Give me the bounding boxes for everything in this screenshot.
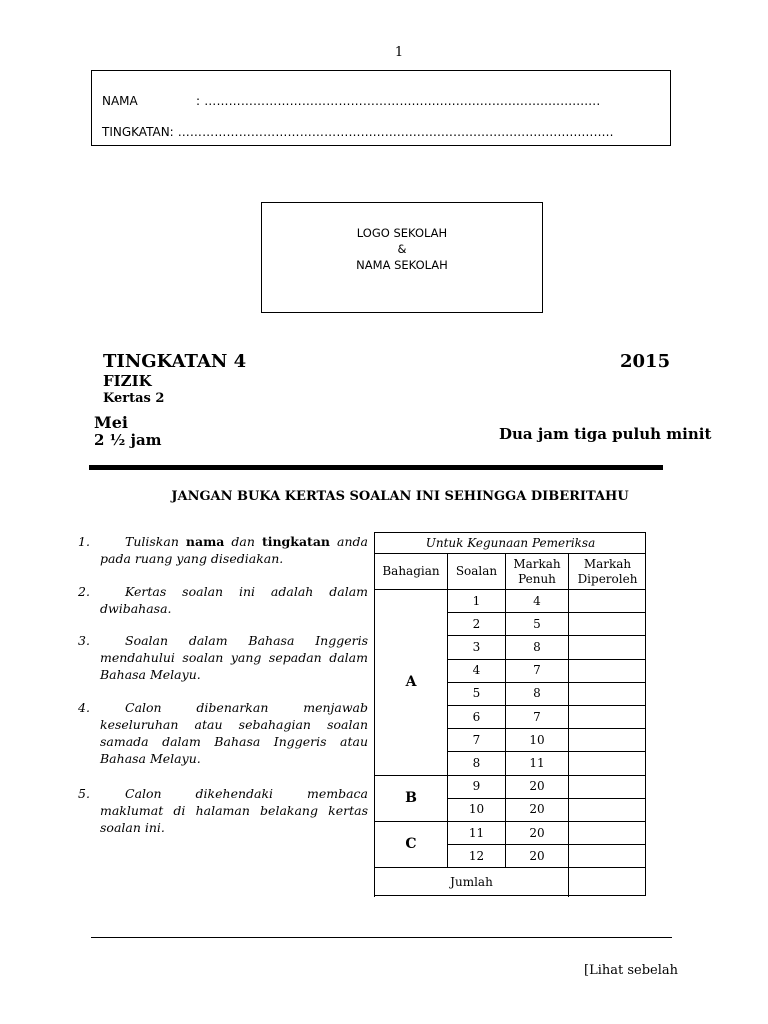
- instruction-text-part: anda pada ruang yang disediakan.: [100, 534, 368, 566]
- school-logo-box: [261, 202, 543, 313]
- exam-month: Mei: [94, 413, 128, 432]
- full-marks: 8: [505, 682, 568, 705]
- question-number: 11: [447, 821, 505, 844]
- marks-obtained-cell: [568, 635, 646, 658]
- full-marks: 7: [505, 705, 568, 728]
- instruction-number: 4.: [78, 700, 90, 715]
- name-field-row: [102, 94, 600, 108]
- instruction-text: [100, 785, 368, 836]
- name-fill-line: : ……………………………………………...............................................: [196, 94, 601, 108]
- instruction-item: [78, 583, 368, 617]
- marks-obtained-cell: [568, 844, 646, 867]
- header-marks-obtained: Markah Diperoleh: [568, 553, 646, 589]
- marks-obtained-cell: [568, 821, 646, 844]
- question-number: 4: [447, 659, 505, 682]
- marks-obtained-cell: [568, 612, 646, 635]
- exam-paper: Kertas 2: [103, 391, 165, 406]
- section-label: B: [374, 775, 447, 821]
- section-label: A: [374, 589, 447, 775]
- marks-obtained-cell: [568, 682, 646, 705]
- question-number: 1: [447, 589, 505, 612]
- full-marks: 8: [505, 635, 568, 658]
- full-marks: 20: [505, 798, 568, 821]
- question-number: 3: [447, 635, 505, 658]
- marks-obtained-cell: [568, 728, 646, 751]
- question-number: 9: [447, 775, 505, 798]
- logo-box-line-2: &: [397, 242, 407, 256]
- header-full-marks: Markah Penuh: [505, 553, 568, 589]
- instruction-item: [78, 632, 368, 683]
- instruction-text-part: Kertas soalan ini adalah dalam dwibahasa.: [100, 584, 368, 616]
- table-caption: Untuk Kegunaan Pemeriksa: [374, 532, 646, 553]
- instruction-number: 3.: [78, 633, 90, 648]
- instruction-text: [100, 533, 368, 567]
- instruction-text: [100, 699, 368, 767]
- full-marks: 20: [505, 821, 568, 844]
- total-label: Jumlah: [374, 867, 568, 897]
- exam-form-title: TINGKATAN 4: [103, 351, 247, 372]
- see-next-page-note: [Lihat sebelah: [584, 963, 679, 978]
- marks-obtained-cell: [568, 589, 646, 612]
- instruction-item: [78, 699, 368, 767]
- logo-box-line-1: LOGO SEKOLAH: [356, 226, 448, 240]
- instruction-number: 2.: [78, 584, 90, 599]
- question-number: 5: [447, 682, 505, 705]
- instruction-text-part: Tuliskan: [125, 534, 186, 549]
- exam-year: 2015: [620, 351, 671, 372]
- logo-box-line-3: NAMA SEKOLAH: [356, 258, 448, 272]
- question-number: 10: [447, 798, 505, 821]
- header-divider: [89, 465, 663, 470]
- instruction-text: [100, 632, 368, 683]
- exam-subject: FIZIK: [103, 372, 152, 390]
- full-marks: 20: [505, 775, 568, 798]
- examiner-marks-table: [374, 532, 646, 896]
- exam-duration: 2 ½ jam: [94, 431, 162, 449]
- marks-obtained-cell: [568, 798, 646, 821]
- question-number: 8: [447, 751, 505, 774]
- full-marks: 4: [505, 589, 568, 612]
- instruction-emphasis: tingkatan: [261, 534, 331, 549]
- question-number: 7: [447, 728, 505, 751]
- marks-obtained-cell: [568, 775, 646, 798]
- header-section: Bahagian: [374, 553, 447, 589]
- question-number: 2: [447, 612, 505, 635]
- form-label: TINGKATAN:: [102, 125, 174, 139]
- section-label: C: [374, 821, 447, 867]
- header-question: Soalan: [447, 553, 505, 589]
- instruction-text-part: dan: [224, 534, 262, 549]
- instruction-item: [78, 785, 368, 836]
- full-marks: 5: [505, 612, 568, 635]
- full-marks: 7: [505, 659, 568, 682]
- marks-obtained-cell: [568, 659, 646, 682]
- total-marks-cell: [568, 867, 646, 897]
- instruction-number: 1.: [78, 534, 90, 549]
- form-fill-line: ………………………………………...............................................................: [173, 125, 614, 139]
- instruction-text: [100, 583, 368, 617]
- instruction-number: 5.: [78, 786, 90, 801]
- exam-duration-words: Dua jam tiga puluh minit: [499, 425, 712, 443]
- form-field-row: [102, 125, 614, 139]
- question-number: 6: [447, 705, 505, 728]
- marks-obtained-cell: [568, 705, 646, 728]
- page-number: 1: [394, 45, 404, 60]
- instruction-item: [78, 533, 368, 567]
- student-details-box: [91, 70, 671, 146]
- footer-divider: [91, 937, 672, 938]
- full-marks: 20: [505, 844, 568, 867]
- marks-obtained-cell: [568, 751, 646, 774]
- full-marks: 10: [505, 728, 568, 751]
- instruction-text-part: Soalan dalam Bahasa Inggeris mendahului soalan yang sepadan dalam Bahasa Melayu.: [100, 633, 368, 682]
- instruction-text-part: Calon dibenarkan menjawab keseluruhan atau sebahagian soalan samada dalam Bahasa Inggeris atau Bahasa Melayu.: [100, 700, 368, 766]
- name-label: NAMA: [102, 94, 138, 108]
- instruction-emphasis: nama: [185, 534, 225, 549]
- question-number: 12: [447, 844, 505, 867]
- do-not-open-warning: JANGAN BUKA KERTAS SOALAN INI SEHINGGA DIBERITAHU: [171, 489, 629, 504]
- full-marks: 11: [505, 751, 568, 774]
- instruction-text-part: Calon dikehendaki membaca maklumat di halaman belakang kertas soalan ini.: [100, 786, 368, 835]
